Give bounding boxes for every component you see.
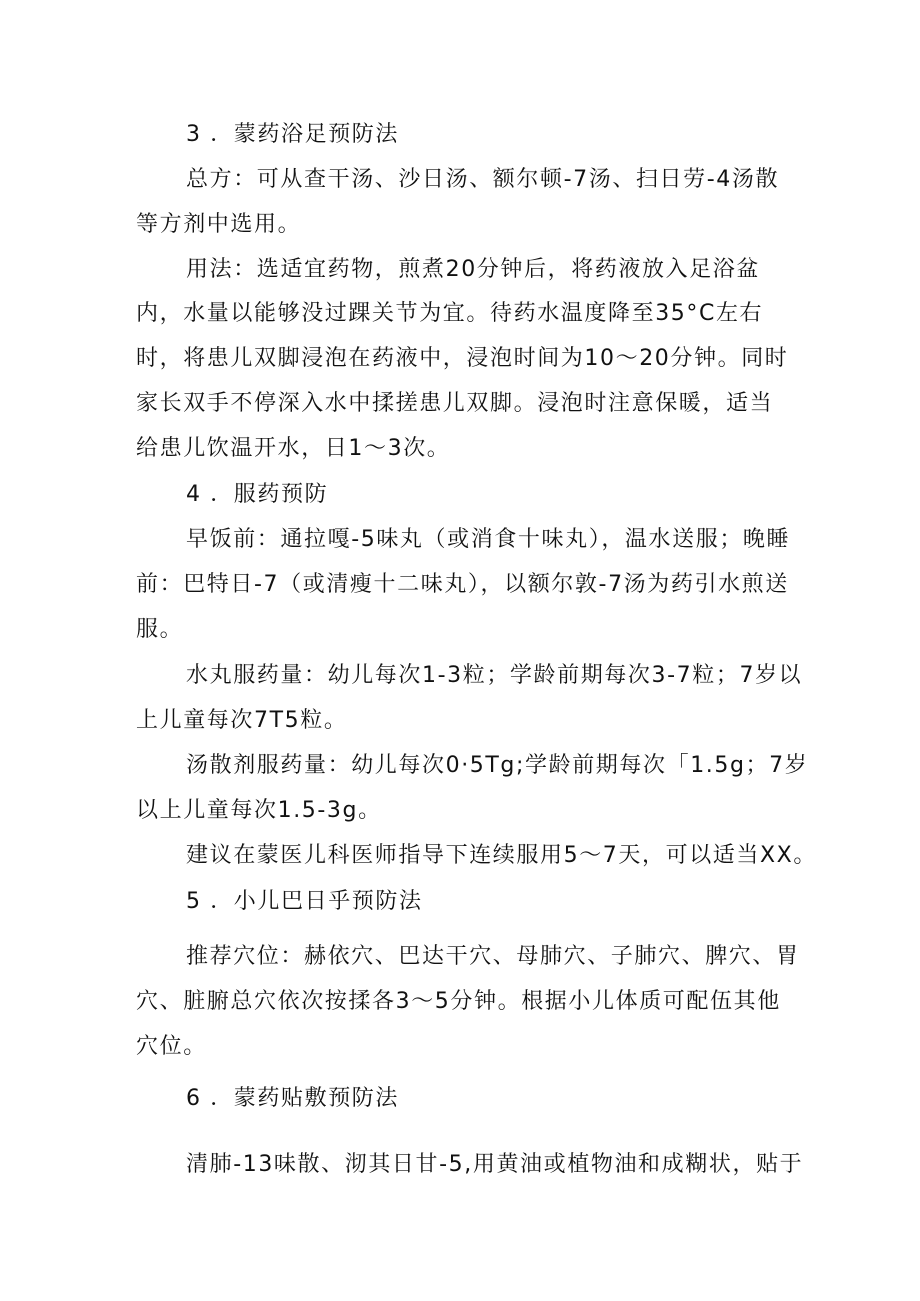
heading-line: 5 ．小儿巴日乎预防法 [186, 889, 423, 914]
heading-line: 3 ．蒙药浴足预防法 [186, 122, 399, 147]
text-line: 内，水量以能够没过踝关节为宜。待药水温度降至35°C左右 [136, 301, 764, 326]
text-line: 服。 [136, 617, 184, 642]
text-line: 水丸服药量：幼儿每次1-3粒；学龄前期每次3-7粒；7岁以 [186, 663, 803, 688]
heading-line: 6 ．蒙药贴敷预防法 [186, 1086, 399, 1111]
text-line: 上儿童每次7T5粒。 [136, 708, 348, 733]
text-line: 给患儿饮温开水，日1～3次。 [136, 436, 451, 461]
text-line: 汤散剂服药量：幼儿每次0·5Tg;学龄前期每次「1.5g；7岁 [186, 753, 809, 778]
text-line: 家长双手不停深入水中揉搓患儿双脚。浸泡时注意保暖，适当 [136, 391, 774, 416]
text-line: 用法：选适宜药物，煎煮20分钟后，将药液放入足浴盆 [186, 257, 760, 282]
text-line: 以上儿童每次1.5-3g。 [136, 798, 382, 823]
text-line: 前：巴特日-7（或清瘦十二味丸），以额尔敦-7汤为药引水煎送 [136, 572, 789, 597]
text-line: 穴位。 [136, 1034, 207, 1059]
heading-line: 4 ．服药预防 [186, 482, 329, 507]
text-line: 时，将患儿双脚浸泡在药液中，浸泡时间为10～20分钟。同时 [136, 346, 789, 371]
text-line: 等方剂中选用。 [136, 212, 302, 237]
text-line: 早饭前：通拉嘎-5味丸（或消食十味丸），温水送服；晚睡 [186, 527, 791, 552]
text-line: 总方：可从查干汤、沙日汤、额尔顿-7汤、扫日劳-4汤散 [186, 167, 780, 192]
text-line: 穴、脏腑总穴依次按揉各3～5分钟。根据小儿体质可配伍其他 [136, 989, 781, 1014]
text-line: 推荐穴位：赫依穴、巴达干穴、母肺穴、子肺穴、脾穴、胃 [186, 944, 800, 969]
text-line: 清肺-13味散、沏其日甘-5,用黄油或植物油和成糊状，贴于 [186, 1152, 804, 1177]
text-line: 建议在蒙医儿科医师指导下连续服用5～7天，可以适当XX。 [186, 843, 817, 868]
